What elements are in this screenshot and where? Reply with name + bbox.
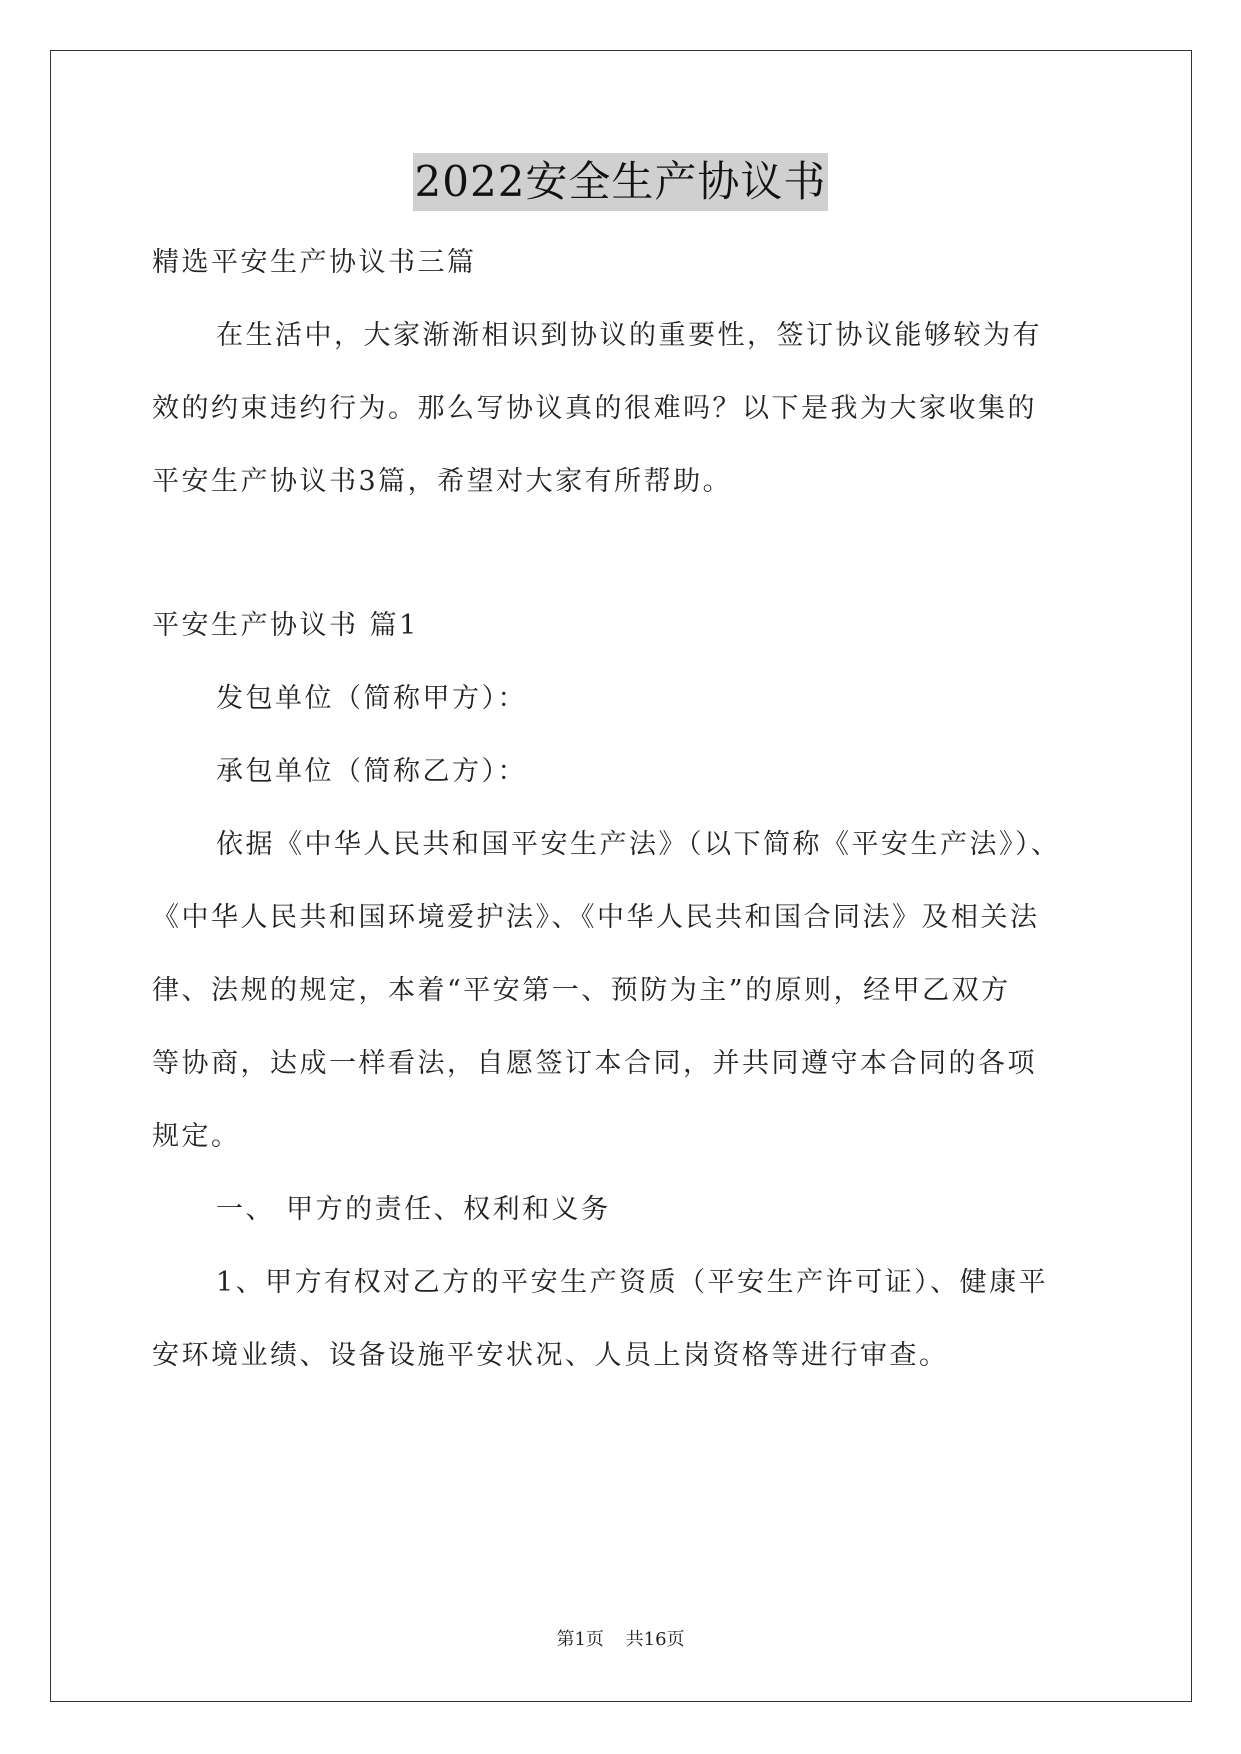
page-border — [50, 50, 1192, 1702]
page-number: 第1页 — [556, 1629, 604, 1650]
paragraph-line: 等协商，达成一样看法，自愿签订本合同，并共同遵守本合同的各项 — [152, 1048, 1037, 1079]
page-footer — [0, 1628, 1241, 1652]
paragraph-line: 效的约束违约行为。那么写协议真的很难吗？以下是我为大家收集的 — [152, 393, 1037, 424]
paragraph-line: 规定。 — [152, 1121, 241, 1152]
subtitle-line: 精选平安生产协议书三篇 — [152, 247, 477, 278]
paragraph-line: 安环境业绩、设备设施平安状况、人员上岗资格等进行审查。 — [152, 1340, 949, 1371]
title-wrap — [0, 153, 1241, 211]
paragraph-line: 平安生产协议书3篇，希望对大家有所帮助。 — [152, 466, 733, 497]
page-total: 共16页 — [625, 1629, 685, 1650]
party-a-line: 发包单位（简称甲方）： — [216, 683, 527, 714]
document-title: 2022安全生产协议书 — [413, 153, 829, 211]
subsection-heading: 一、 甲方的责任、权利和义务 — [216, 1194, 611, 1225]
paragraph-line: 在生活中，大家渐渐相识到协议的重要性，签订协议能够较为有 — [216, 320, 1042, 351]
paragraph-line: 《中华人民共和国环境爱护法》、《中华人民共和国合同法》及相关法 — [152, 902, 1040, 933]
party-b-line: 承包单位（简称乙方）： — [216, 756, 527, 787]
paragraph-line: 依据《中华人民共和国平安生产法》（以下简称《平安生产法》）、 — [216, 829, 1061, 860]
paragraph-line: 律、法规的规定，本着“平安第一、预防为主”的原则，经甲乙双方 — [152, 975, 1011, 1006]
paragraph-line: 1、甲方有权对乙方的平安生产资质（平安生产许可证）、健康平 — [216, 1267, 1049, 1298]
section-heading: 平安生产协议书 篇1 — [152, 610, 419, 641]
